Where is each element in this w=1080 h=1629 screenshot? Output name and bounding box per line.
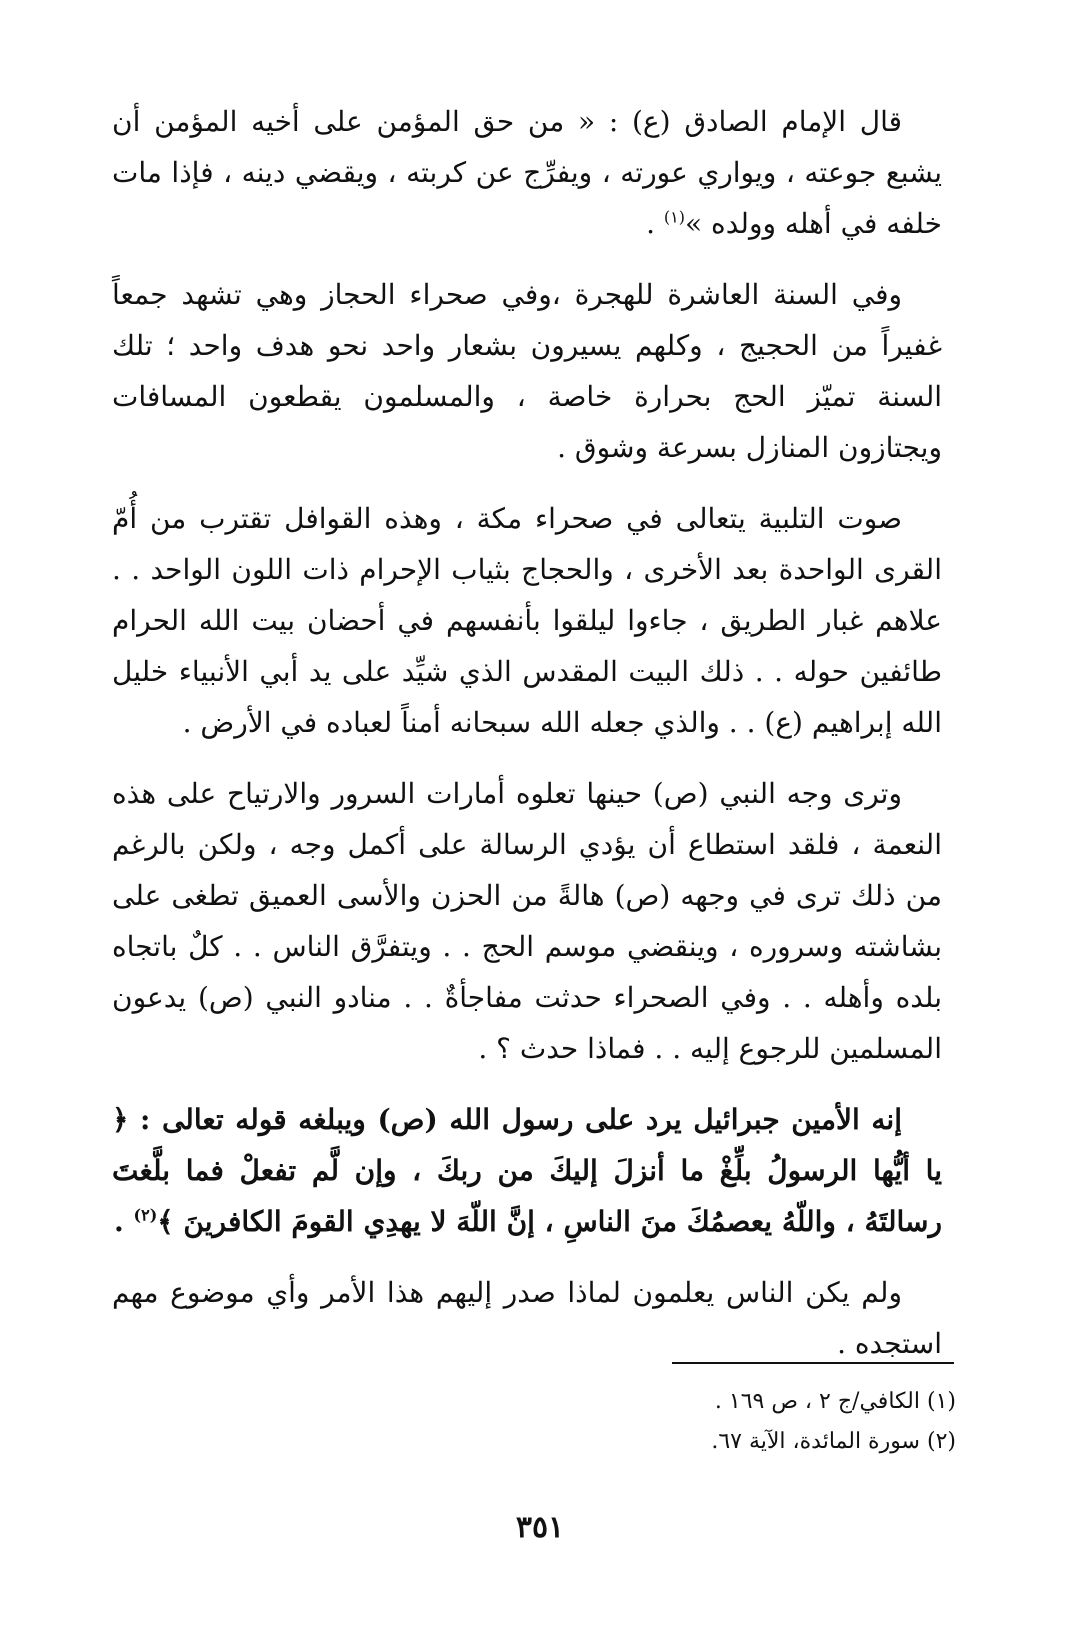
- footnote-separator: [672, 1362, 954, 1364]
- paragraph-prophet-face: [112, 768, 942, 1074]
- page-number: ٣٥١: [515, 1510, 565, 1545]
- paragraph-talbiya: [112, 493, 942, 748]
- paragraph-text: ولم يكن الناس يعلمون لماذا صدر إليهم هذا الأمر وأي موضوع مهم استجده .: [112, 1276, 942, 1360]
- paragraph-quran-verse: [112, 1094, 942, 1247]
- footnotes: [560, 1382, 956, 1462]
- paragraph-tail: .: [646, 207, 664, 240]
- paragraph-text: قال الإمام الصادق (ع) : « من حق المؤمن على أخيه المؤمن أن يشبع جوعته ، ويواري عورته ، ويفرِّج عن كربته ، ويقضي دينه ، فإذا مات خلفه في أهله وولده »: [112, 105, 942, 240]
- footnote-reference-1: (١): [663, 207, 686, 227]
- page-body: [112, 96, 942, 1389]
- paragraph-text: وفي السنة العاشرة للهجرة ،وفي صحراء الحجاز وهي تشهد جمعاً غفيراً من الحجيج ، وكلهم يسيرون بشعار واحد نحو هدف واحد ؛ تلك السنة تميّز الحج بحرارة خاصة ، والمسلمون يقطعون المسافات ويجتازون المنازل بسرعة وشوق .: [112, 278, 942, 464]
- footnote-1: (١) الكافي/ج ٢ ، ص ١٦٩ .: [714, 1389, 956, 1414]
- footnote-2: (٢) سورة المائدة، الآية ٦٧.: [711, 1429, 956, 1454]
- paragraph-hadith: [112, 96, 942, 249]
- paragraph-text: وترى وجه النبي (ص) حينها تعلوه أمارات السرور والارتياح على هذه النعمة ، فلقد استطاع أن يؤدي الرسالة على أكمل وجه ، ولكن بالرغم من ذلك ترى في وجهه (ص) هالةً من الحزن والأسى العميق تطغى على بشاشته وسروره ، وينقضي موسم الحج . . ويتفرَّق الناس . . كلٌ باتجاه بلده وأهله . . وفي الصحراء حدثت مفاجأةٌ . . منادو النبي (ص) يدعون المسلمين للرجوع إليه . . فماذا حدث ؟ .: [112, 777, 942, 1065]
- footnote-reference-2: (٢): [133, 1205, 158, 1225]
- paragraph-people-unaware: [112, 1267, 942, 1369]
- paragraph-text: صوت التلبية يتعالى في صحراء مكة ، وهذه القوافل تقترب من أُمّ القرى الواحدة بعد الأخرى ، والحجاج بثياب الإحرام ذات اللون الواحد . . علاهم غبار الطريق ، جاءوا ليلقوا بأنفسهم في أحضان بيت الله الحرام طائفين حوله . . ذلك البيت المقدس الذي شيِّد على يد أبي الأنبياء خليل الله إبراهيم (ع) . . والذي جعله الله سبحانه أمناً لعباده في الأرض .: [112, 502, 942, 739]
- paragraph-hajj-year: [112, 269, 942, 473]
- paragraph-text: إنه الأمين جبرائيل يرد على رسول الله (ص) ويبلغه قوله تعالى : ﴿ يا أيُّها الرسولُ بلِّغْ ما أنزلَ إليكَ من ربكَ ، وإن لَّم تفعلْ فما بلَّغتَ رسالتَهُ ، واللّهُ يعصمُكَ منَ الناسِ ، إنَّ اللّهَ لا يهدِي القومَ الكافرينَ ﴾: [112, 1103, 942, 1238]
- paragraph-tail: .: [114, 1205, 134, 1238]
